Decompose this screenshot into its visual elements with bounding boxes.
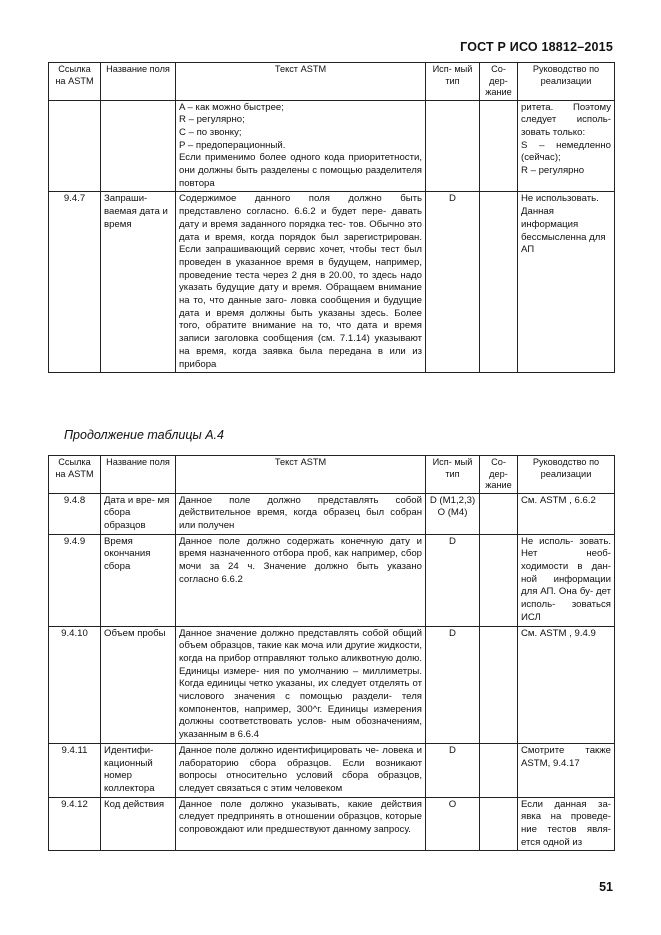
column-header-content: Со- дер- жание: [480, 456, 518, 494]
table-row: [49, 192, 615, 373]
cell-name: Идентифи- кационный номер коллектора: [101, 743, 176, 797]
cell-name: Объем пробы: [101, 626, 176, 743]
table-row: [49, 626, 615, 743]
cell-text: Содержимое данного поля должно быть представлено согласно. 6.6.2 и будет пере- давать дату и время заданного порядка тес- тов. Обычно это дата и время, когда порядок был зарегистрирован. Если запрашивающий сервис хочет, чтобы тест был проведен в указанное время в будущем, например, проведение теста через 2 дня в 20.00, то здесь надо указать будущие дату и время. Обращаем внимание на то, что данные заго- ловка сообщения и будущие дата и время должны быть указаны здесь. Более того, обратите внимание на то, что дата и время записи заголовка сообщения (см. 7.1.14) указывают на время, когда заявка была передана в или из прибора: [176, 192, 426, 373]
cell-use: D: [426, 626, 480, 743]
column-header-name: Название поля: [101, 456, 176, 494]
cell-ref: [49, 100, 101, 192]
table-part-1: [48, 62, 615, 373]
table-row: [49, 493, 615, 534]
table-header-row: [49, 63, 615, 101]
cell-ref: 9.4.9: [49, 534, 101, 626]
table-row: [49, 100, 615, 192]
column-header-text: Текст ASTM: [176, 63, 426, 101]
column-header-ref: Ссылка на ASTM: [49, 456, 101, 494]
cell-content: [480, 534, 518, 626]
cell-guide: См. ASTM , 9.4.9: [518, 626, 615, 743]
cell-use: [426, 100, 480, 192]
cell-ref: 9.4.8: [49, 493, 101, 534]
cell-name: [101, 100, 176, 192]
cell-use: D: [426, 534, 480, 626]
cell-ref: 9.4.7: [49, 192, 101, 373]
cell-use: O: [426, 797, 480, 851]
cell-guide: ритета. Поэтому следует исполь- зовать только: S – немедленно (сейчас); R – регулярно: [518, 100, 615, 192]
cell-use: D: [426, 192, 480, 373]
document-header: ГОСТ Р ИСО 18812–2015: [460, 40, 613, 54]
cell-ref: 9.4.10: [49, 626, 101, 743]
cell-text: A – как можно быстрее; R – регулярно; C – по звонку; P – предоперационный. Если применимо более одного кода приоритетности, они должны быть разделены с помощью разделителя повтора: [176, 100, 426, 192]
table-row: [49, 743, 615, 797]
table-row: [49, 797, 615, 851]
table-row: [49, 534, 615, 626]
cell-content: [480, 743, 518, 797]
cell-guide: Не исполь- зовать. Нет необ- ходимости в дан- ной информации для АП. Она бу- дет исполь- зоваться ИСЛ: [518, 534, 615, 626]
cell-text: Данное поле должно идентифицировать че- ловека и лабораторию сбора образцов. Если возникают вопросы относительно условий сбора образцов, следует связаться с этим человеком: [176, 743, 426, 797]
cell-ref: 9.4.11: [49, 743, 101, 797]
cell-guide: Не использовать. Данная информация бессмысленна для АП: [518, 192, 615, 373]
column-header-content: Со- дер- жание: [480, 63, 518, 101]
cell-text: Данное поле должно содержать конечную дату и время назначенного отбора проб, как например, сбор мочи за 24 ч. Значение должно быть указано согласно 6.6.2: [176, 534, 426, 626]
cell-text: Данное поле должно представлять собой действительное время, когда образец был собран или получен: [176, 493, 426, 534]
cell-ref: 9.4.12: [49, 797, 101, 851]
cell-guide: Смотрите также ASTM, 9.4.17: [518, 743, 615, 797]
cell-name: Время окончания сбора: [101, 534, 176, 626]
column-header-ref: Ссылка на ASTM: [49, 63, 101, 101]
cell-content: [480, 626, 518, 743]
column-header-use: Исп- мый тип: [426, 456, 480, 494]
table-part-2: [48, 455, 615, 851]
table-caption: Продолжение таблицы А.4: [64, 428, 224, 442]
cell-content: [480, 797, 518, 851]
column-header-guide: Руководство по реализации: [518, 456, 615, 494]
column-header-use: Исп- мый тип: [426, 63, 480, 101]
cell-name: Код действия: [101, 797, 176, 851]
column-header-guide: Руководство по реализации: [518, 63, 615, 101]
cell-content: [480, 192, 518, 373]
cell-content: [480, 100, 518, 192]
cell-text: Данное поле должно указывать, какие действия следует предпринять в отношении образцов, которые сопровождают или предшествуют данному запросу.: [176, 797, 426, 851]
cell-text: Данное значение должно представлять собой общий объем образцов, такие как моча или другие жидкости, когда на прибор отправляют только аликвотную долю. Единицы измере- ния по умолчанию – миллиметры. Когда единицы четко указаны, их следует отделять от числового значения с помощью раздели- теля компонентов, например, 300^г. Единицы измерения должны соответствовать услов- ным обозначениям, указанным в 6.6.4: [176, 626, 426, 743]
cell-guide: Если данная за- явка на проведе- ние тестов явля- ется одной из: [518, 797, 615, 851]
cell-use: D (M1,2,3) O (M4): [426, 493, 480, 534]
table-header-row: [49, 456, 615, 494]
cell-use: D: [426, 743, 480, 797]
cell-guide: См. ASTM , 6.6.2: [518, 493, 615, 534]
page-number: 51: [599, 880, 613, 894]
column-header-text: Текст ASTM: [176, 456, 426, 494]
cell-name: Запраши- ваемая дата и время: [101, 192, 176, 373]
column-header-name: Название поля: [101, 63, 176, 101]
cell-content: [480, 493, 518, 534]
cell-name: Дата и вре- мя сбора образцов: [101, 493, 176, 534]
